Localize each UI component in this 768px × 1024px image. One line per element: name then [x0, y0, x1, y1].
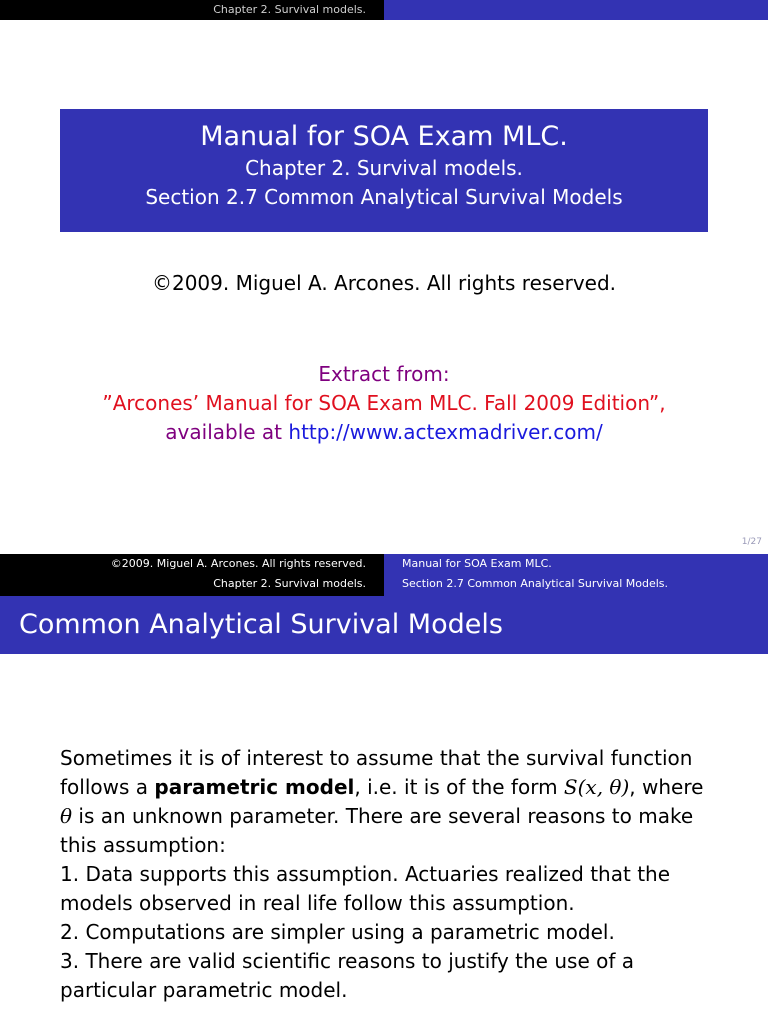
parametric-model-term: parametric model	[154, 775, 355, 799]
intro-paragraph	[60, 744, 720, 860]
slide-subtitle-section: Section 2.7 Common Analytical Survival Models	[145, 185, 623, 209]
intro-text-3: , where	[629, 775, 704, 799]
intro-text-2: , i.e. it is of the form	[354, 775, 564, 799]
intro-text-1: Sometimes it is of interest to assume that the survival function follows a	[60, 746, 693, 799]
headline-chapter: Chapter 2. Survival models.	[213, 3, 366, 16]
headline-manual: Manual for SOA Exam MLC.	[402, 557, 552, 570]
reason-item-1: 1. Data supports this assumption. Actuaries realized that the models observed in real life follow this assumption.	[60, 862, 671, 915]
frame-title: Common Analytical Survival Models	[0, 596, 768, 654]
headline-chapter: Chapter 2. Survival models.	[213, 577, 366, 590]
slide-subtitle-chapter: Chapter 2. Survival models.	[245, 156, 523, 180]
headline-right	[384, 0, 768, 20]
intro-text-4: is an unknown parameter. There are several reasons to make this assumption:	[60, 804, 694, 857]
extract-block	[0, 360, 768, 447]
headline-copyright: ©2009. Miguel A. Arcones. All rights reserved.	[110, 557, 366, 570]
headline-right	[384, 554, 768, 596]
availability-prefix: available at	[165, 420, 289, 444]
extract-book-title: ”Arcones’ Manual for SOA Exam MLC. Fall 2009 Edition”,	[102, 391, 666, 415]
headline-left	[0, 554, 384, 596]
content-slide	[0, 554, 768, 1024]
survival-function-formula: S(x, θ)	[563, 775, 630, 799]
headline-left	[0, 0, 384, 20]
extract-label: Extract from:	[318, 362, 450, 386]
title-box	[60, 109, 708, 232]
theta-symbol: θ	[60, 804, 73, 828]
headline-bar	[0, 554, 768, 596]
slide-body	[60, 744, 720, 1005]
copyright-notice: ©2009. Miguel A. Arcones. All rights reserved.	[151, 271, 617, 295]
slide-title: Manual for SOA Exam MLC.	[200, 121, 568, 152]
page-number: 1/27	[741, 537, 762, 547]
headline-section: Section 2.7 Common Analytical Survival Models.	[402, 577, 669, 590]
reason-item-2: 2. Computations are simpler using a parametric model.	[60, 920, 615, 944]
reason-item-3: 3. There are valid scientific reasons to justify the use of a particular parametric model.	[60, 949, 634, 1002]
availability-line	[0, 418, 768, 447]
headline-bar	[0, 0, 768, 20]
website-link[interactable]: http://www.actexmadriver.com/	[288, 420, 603, 444]
